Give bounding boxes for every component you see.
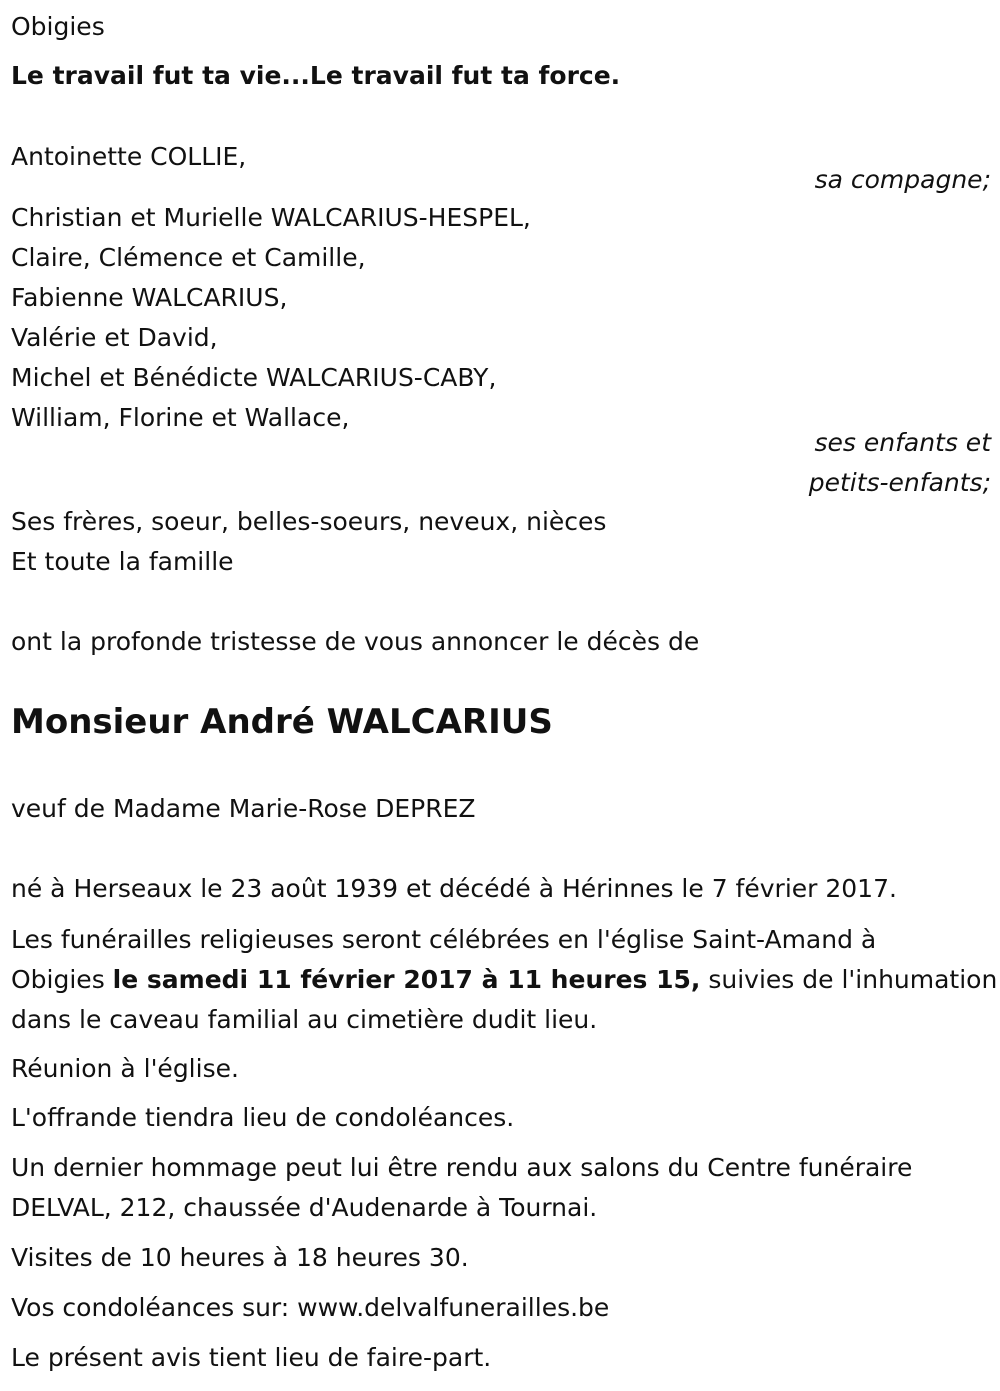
child-line-6: William, Florine et Wallace, xyxy=(11,403,350,432)
visiting-hours: Visites de 10 heures à 18 heures 30. xyxy=(11,1243,469,1272)
relatives-line-1: Ses frères, soeur, belles-soeurs, neveux, nièces xyxy=(11,507,607,536)
relatives-line-2: Et toute la famille xyxy=(11,547,234,576)
widower-of: veuf de Madame Marie-Rose DEPREZ xyxy=(11,794,476,823)
tribute-line-1: Un dernier hommage peut lui être rendu aux salons du Centre funéraire xyxy=(11,1153,913,1182)
child-line-1: Christian et Murielle WALCARIUS-HESPEL, xyxy=(11,203,531,232)
motto: Le travail fut ta vie...Le travail fut ta force. xyxy=(11,61,621,90)
funeral-place: Obigies xyxy=(11,965,113,994)
tribute-line-2: DELVAL, 212, chaussée d'Audenarde à Tournai. xyxy=(11,1193,598,1222)
location: Obigies xyxy=(11,12,105,41)
child-line-3: Fabienne WALCARIUS, xyxy=(11,283,288,312)
condolences-link: Vos condoléances sur: www.delvalfunerailles.be xyxy=(11,1293,610,1322)
funeral-burial: suivies de l'inhumation xyxy=(700,965,998,994)
meeting-note: Réunion à l'église. xyxy=(11,1054,239,1083)
funeral-line-3: dans le caveau familial au cimetière dudit lieu. xyxy=(11,1005,598,1034)
child-line-4: Valérie et David, xyxy=(11,323,218,352)
funeral-line-1: Les funérailles religieuses seront célébrées en l'église Saint-Amand à xyxy=(11,925,877,954)
child-line-2: Claire, Clémence et Camille, xyxy=(11,243,366,272)
partner-role: sa compagne; xyxy=(814,165,991,194)
funeral-line-2 xyxy=(11,967,997,992)
announcement: ont la profonde tristesse de vous annoncer le décès de xyxy=(11,627,700,656)
offering-note: L'offrande tiendra lieu de condoléances. xyxy=(11,1103,515,1132)
birth-death: né à Herseaux le 23 août 1939 et décédé à Hérinnes le 7 février 2017. xyxy=(11,874,897,903)
notice-statement: Le présent avis tient lieu de faire-part. xyxy=(11,1343,492,1372)
partner-name: Antoinette COLLIE, xyxy=(11,142,247,171)
child-line-5: Michel et Bénédicte WALCARIUS-CABY, xyxy=(11,363,497,392)
funeral-date: le samedi 11 février 2017 à 11 heures 15, xyxy=(112,965,701,994)
children-role-line-1: ses enfants et xyxy=(814,428,991,457)
deceased-name: Monsieur André WALCARIUS xyxy=(11,702,553,742)
children-role-line-2: petits-enfants; xyxy=(808,468,991,497)
